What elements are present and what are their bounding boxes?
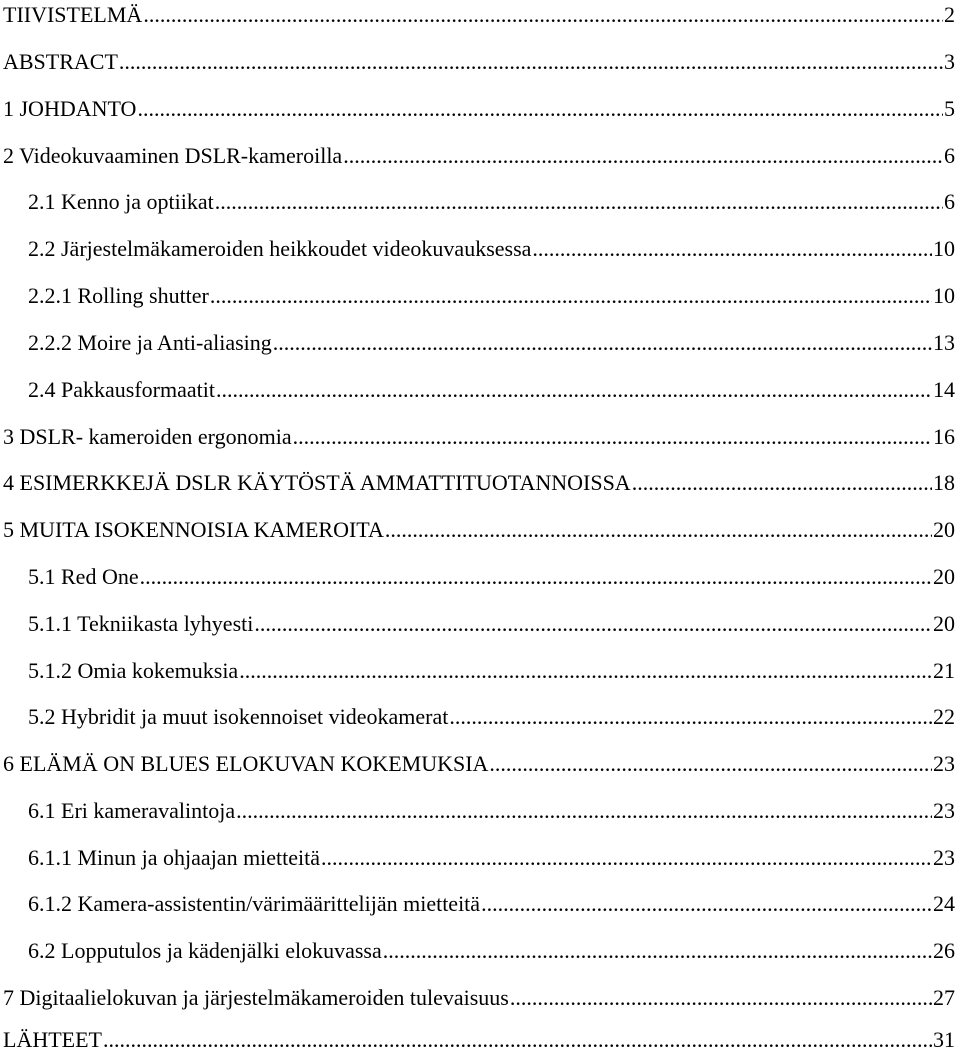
- toc-entry-title: 2.1 Kenno ja optiikat: [28, 189, 214, 214]
- toc-entry-page: 23: [933, 798, 955, 823]
- toc-entry-page: 21: [933, 658, 955, 683]
- toc-entry-page: 14: [933, 377, 955, 402]
- toc-entry-page: 6: [944, 189, 955, 214]
- toc-entry-title: 2.2.1 Rolling shutter: [28, 283, 209, 308]
- toc-leader-dots: [140, 562, 932, 592]
- toc-leader-dots: [273, 328, 932, 358]
- toc-entry[interactable]: [28, 702, 955, 732]
- toc-entry-title: 2.2.2 Moire ja Anti-aliasing: [28, 330, 272, 355]
- toc-entry-title: 5 MUITA ISOKENNOISIA KAMEROITA: [3, 517, 384, 542]
- toc-leader-dots: [239, 656, 932, 686]
- toc-entry-title: 5.1.1 Tekniikasta lyhyesti: [28, 611, 254, 636]
- toc-entry[interactable]: [3, 749, 955, 779]
- toc-entry[interactable]: [28, 656, 955, 686]
- toc-entry[interactable]: [3, 0, 955, 30]
- toc-entry-page: 18: [933, 470, 955, 495]
- toc-entry-page: 16: [933, 424, 955, 449]
- toc-leader-dots: [216, 375, 932, 405]
- toc-entry-title: 3 DSLR- kameroiden ergonomia: [3, 424, 292, 449]
- toc-leader-dots: [137, 94, 943, 124]
- toc-entry[interactable]: [3, 422, 955, 452]
- toc-entry-title: 2 Videokuvaaminen DSLR-kameroilla: [3, 143, 343, 168]
- toc-entry[interactable]: [28, 562, 955, 592]
- toc-entry[interactable]: [3, 515, 955, 545]
- toc-leader-dots: [632, 468, 932, 498]
- toc-leader-dots: [103, 1025, 932, 1055]
- toc-leader-dots: [293, 422, 932, 452]
- toc-entry-title: 5.1.2 Omia kokemuksia: [28, 658, 239, 683]
- toc-entry[interactable]: [3, 983, 955, 1013]
- toc-leader-dots: [385, 515, 932, 545]
- toc-entry-title: 7 Digitaalielokuvan ja järjestelmäkameroiden tulevaisuus: [3, 985, 509, 1010]
- toc-leader-dots: [343, 141, 943, 171]
- toc-leader-dots: [254, 609, 932, 639]
- toc-entry-title: 6.1.2 Kamera-assistentin/värimäärittelijän mietteitä: [28, 891, 481, 916]
- toc-entry-title: LÄHTEET: [3, 1027, 102, 1052]
- toc-leader-dots: [449, 702, 932, 732]
- toc-entry-page: 23: [933, 845, 955, 870]
- toc-entry[interactable]: [28, 936, 955, 966]
- toc-entry-page: 13: [933, 330, 955, 355]
- toc-entry-title: ABSTRACT: [3, 49, 118, 74]
- toc-entry-page: 24: [933, 891, 955, 916]
- toc-entry-page: 10: [933, 283, 955, 308]
- toc-entry-title: 1 JOHDANTO: [3, 96, 137, 121]
- toc-leader-dots: [383, 936, 932, 966]
- toc-entry[interactable]: [3, 47, 955, 77]
- toc-entry[interactable]: [28, 609, 955, 639]
- toc-entry-title: 2.4 Pakkausformaatit: [28, 377, 215, 402]
- toc-leader-dots: [510, 983, 932, 1013]
- toc-entry[interactable]: [28, 889, 955, 919]
- toc-entry[interactable]: [28, 281, 955, 311]
- toc-entry-page: 5: [944, 96, 955, 121]
- toc-leader-dots: [215, 187, 943, 217]
- toc-entry-page: 6: [944, 143, 955, 168]
- toc-entry[interactable]: [28, 234, 955, 264]
- toc-leader-dots: [489, 749, 932, 779]
- toc-entry-page: 26: [933, 938, 955, 963]
- toc-entry-page: 2: [944, 2, 955, 27]
- toc-entry[interactable]: [28, 375, 955, 405]
- toc-leader-dots: [532, 234, 932, 264]
- toc-entry[interactable]: [3, 141, 955, 171]
- toc-entry[interactable]: [28, 328, 955, 358]
- toc-entry[interactable]: [28, 796, 955, 826]
- toc-entry-title: 6.1 Eri kameravalintoja: [28, 798, 236, 823]
- toc-entry-title: 6.2 Lopputulos ja kädenjälki elokuvassa: [28, 938, 382, 963]
- toc-leader-dots: [321, 843, 932, 873]
- toc-entry-title: 5.1 Red One: [28, 564, 139, 589]
- toc-entry[interactable]: [3, 468, 955, 498]
- toc-entry-page: 10: [933, 236, 955, 261]
- toc-entry-title: 6.1.1 Minun ja ohjaajan mietteitä: [28, 845, 321, 870]
- toc-leader-dots: [236, 796, 932, 826]
- toc-entry[interactable]: [3, 94, 955, 124]
- toc-entry-page: 20: [933, 611, 955, 636]
- toc-entry-page: 22: [933, 704, 955, 729]
- toc-leader-dots: [481, 889, 932, 919]
- toc-entry-title: TIIVISTELMÄ: [3, 2, 143, 27]
- toc-entry-page: 20: [933, 517, 955, 542]
- toc-leader-dots: [119, 47, 943, 77]
- toc-entry-title: 4 ESIMERKKEJÄ DSLR KÄYTÖSTÄ AMMATTITUOTANNOISSA: [3, 470, 631, 495]
- toc-entry-title: 5.2 Hybridit ja muut isokennoiset videokamerat: [28, 704, 449, 729]
- toc-entry-page: 23: [933, 751, 955, 776]
- toc-entry-page: 3: [944, 49, 955, 74]
- toc-leader-dots: [143, 0, 943, 30]
- toc-entry[interactable]: [3, 1025, 955, 1055]
- toc-entry[interactable]: [28, 843, 955, 873]
- toc-entry-title: 6 ELÄMÄ ON BLUES ELOKUVAN KOKEMUKSIA: [3, 751, 489, 776]
- toc-entry-title: 2.2 Järjestelmäkameroiden heikkoudet videokuvauksessa: [28, 236, 532, 261]
- toc-entry[interactable]: [28, 187, 955, 217]
- toc-leader-dots: [210, 281, 932, 311]
- toc-entry-page: 27: [933, 985, 955, 1010]
- toc-entry-page: 31: [933, 1027, 955, 1052]
- toc-entry-page: 20: [933, 564, 955, 589]
